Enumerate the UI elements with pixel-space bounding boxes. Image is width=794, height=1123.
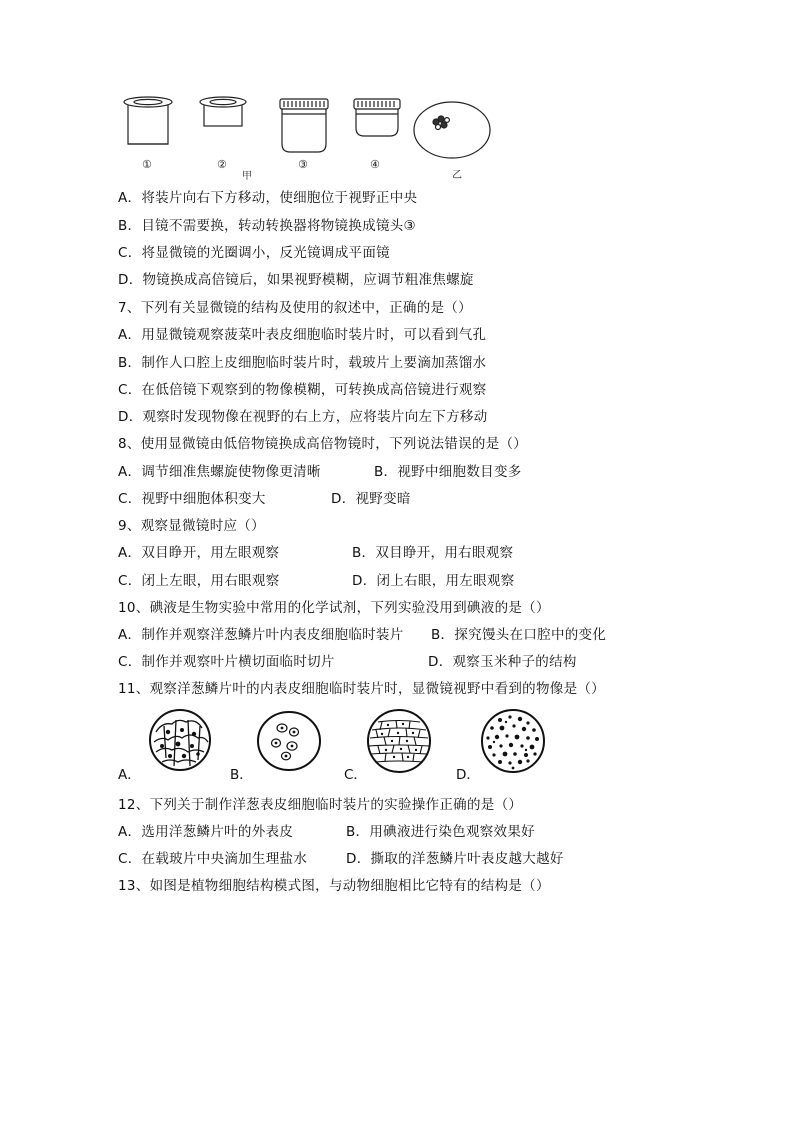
q6-option-b: B．目镜不需要换，转动转换器将物镜换成镜头③ — [118, 218, 416, 234]
lens-1-label: ① — [142, 158, 152, 171]
lens-2-icon — [200, 97, 246, 126]
q10-option-a: A．制作并观察洋葱鳞片叶内表皮细胞临时装片 — [118, 627, 404, 643]
q8-option-b: B．视野中细胞数目变多 — [374, 464, 522, 480]
q9-option-a: A．双目睁开，用左眼观察 — [118, 545, 280, 561]
q11-option-a-image — [148, 708, 212, 772]
q11-option-a-label: A． — [118, 767, 141, 783]
q7-option-c: C．在低倍镜下观察到的物像模糊，可转换成高倍镜进行观察 — [118, 382, 487, 398]
q10-stem: 10、碘液是生物实验中常用的化学试剂，下列实验没用到碘液的是（） — [118, 600, 550, 616]
q12-option-b: B．用碘液进行染色观察效果好 — [346, 824, 535, 840]
lens-2-label: ② — [217, 158, 227, 171]
q12-option-a: A．选用洋葱鳞片叶的外表皮 — [118, 824, 294, 840]
q9-option-d: D．闭上右眼，用左眼观察 — [352, 573, 515, 589]
q11-option-d-label: D． — [456, 767, 480, 783]
lens-4-label: ④ — [370, 158, 380, 171]
q6-option-c: C．将显微镜的光圈调小，反光镜调成平面镜 — [118, 245, 390, 261]
q11-cell-images — [118, 706, 558, 786]
q9-option-b: B．双目睁开，用右眼观察 — [352, 545, 514, 561]
q6-option-a: A．将装片向右下方移动，使细胞位于视野正中央 — [118, 190, 418, 206]
q12-stem: 12、下列关于制作洋葱表皮细胞临时装片的实验操作正确的是（） — [118, 797, 523, 813]
q10-option-b: B．探究馒头在口腔中的变化 — [431, 627, 607, 643]
q12-option-d: D．撕取的洋葱鳞片叶表皮越大越好 — [346, 851, 564, 867]
q12-option-c: C．在载玻片中央滴加生理盐水 — [118, 851, 308, 867]
q11-option-b-image — [256, 710, 322, 772]
q7-option-a: A．用显微镜观察菠菜叶表皮细胞临时装片时，可以看到气孔 — [118, 327, 487, 343]
q7-stem: 7、下列有关显微镜的结构及使用的叙述中，正确的是（） — [118, 300, 472, 316]
q7-option-b: B．制作人口腔上皮细胞临时装片时，载玻片上要滴加蒸馏水 — [118, 355, 487, 371]
lens-4-icon — [354, 99, 400, 136]
lens-3-label: ③ — [298, 158, 308, 171]
q7-option-d: D．观察时发现物像在视野的右上方，应将装片向左下方移动 — [118, 409, 488, 425]
lens-3-icon — [280, 99, 328, 152]
q11-option-c-image — [366, 708, 432, 774]
q9-option-c: C．闭上左眼，用右眼观察 — [118, 573, 280, 589]
q11-option-d-image — [480, 708, 546, 774]
q10-option-c: C．制作并观察叶片横切面临时切片 — [118, 654, 335, 670]
q8-option-a: A．调节细准焦螺旋使物像更清晰 — [118, 464, 321, 480]
caption-jia: 甲 — [242, 171, 252, 182]
q11-stem: 11、观察洋葱鳞片叶的内表皮细胞临时装片时，显微镜视野中看到的物像是（） — [118, 681, 605, 697]
field-of-view-icon — [414, 102, 490, 158]
microscope-lens-figure — [118, 92, 508, 182]
lens-drawing — [118, 92, 508, 182]
q11-option-b-label: B． — [230, 767, 253, 783]
q10-option-d: D．观察玉米种子的结构 — [428, 654, 577, 670]
q8-option-d: D．视野变暗 — [331, 491, 411, 507]
q8-option-c: C．视野中细胞体积变大 — [118, 491, 266, 507]
caption-yi: 乙 — [452, 170, 462, 181]
lens-1-icon — [124, 97, 172, 144]
q6-option-d: D．物镜换成高倍镜后，如果视野模糊，应调节粗准焦螺旋 — [118, 272, 474, 288]
q11-option-c-label: C． — [344, 767, 367, 783]
q13-stem: 13、如图是植物细胞结构模式图，与动物细胞相比它特有的结构是（） — [118, 878, 550, 894]
q8-stem: 8、使用显微镜由低倍物镜换成高倍物镜时，下列说法错误的是（） — [118, 436, 528, 452]
q9-stem: 9、观察显微镜时应（） — [118, 518, 265, 534]
